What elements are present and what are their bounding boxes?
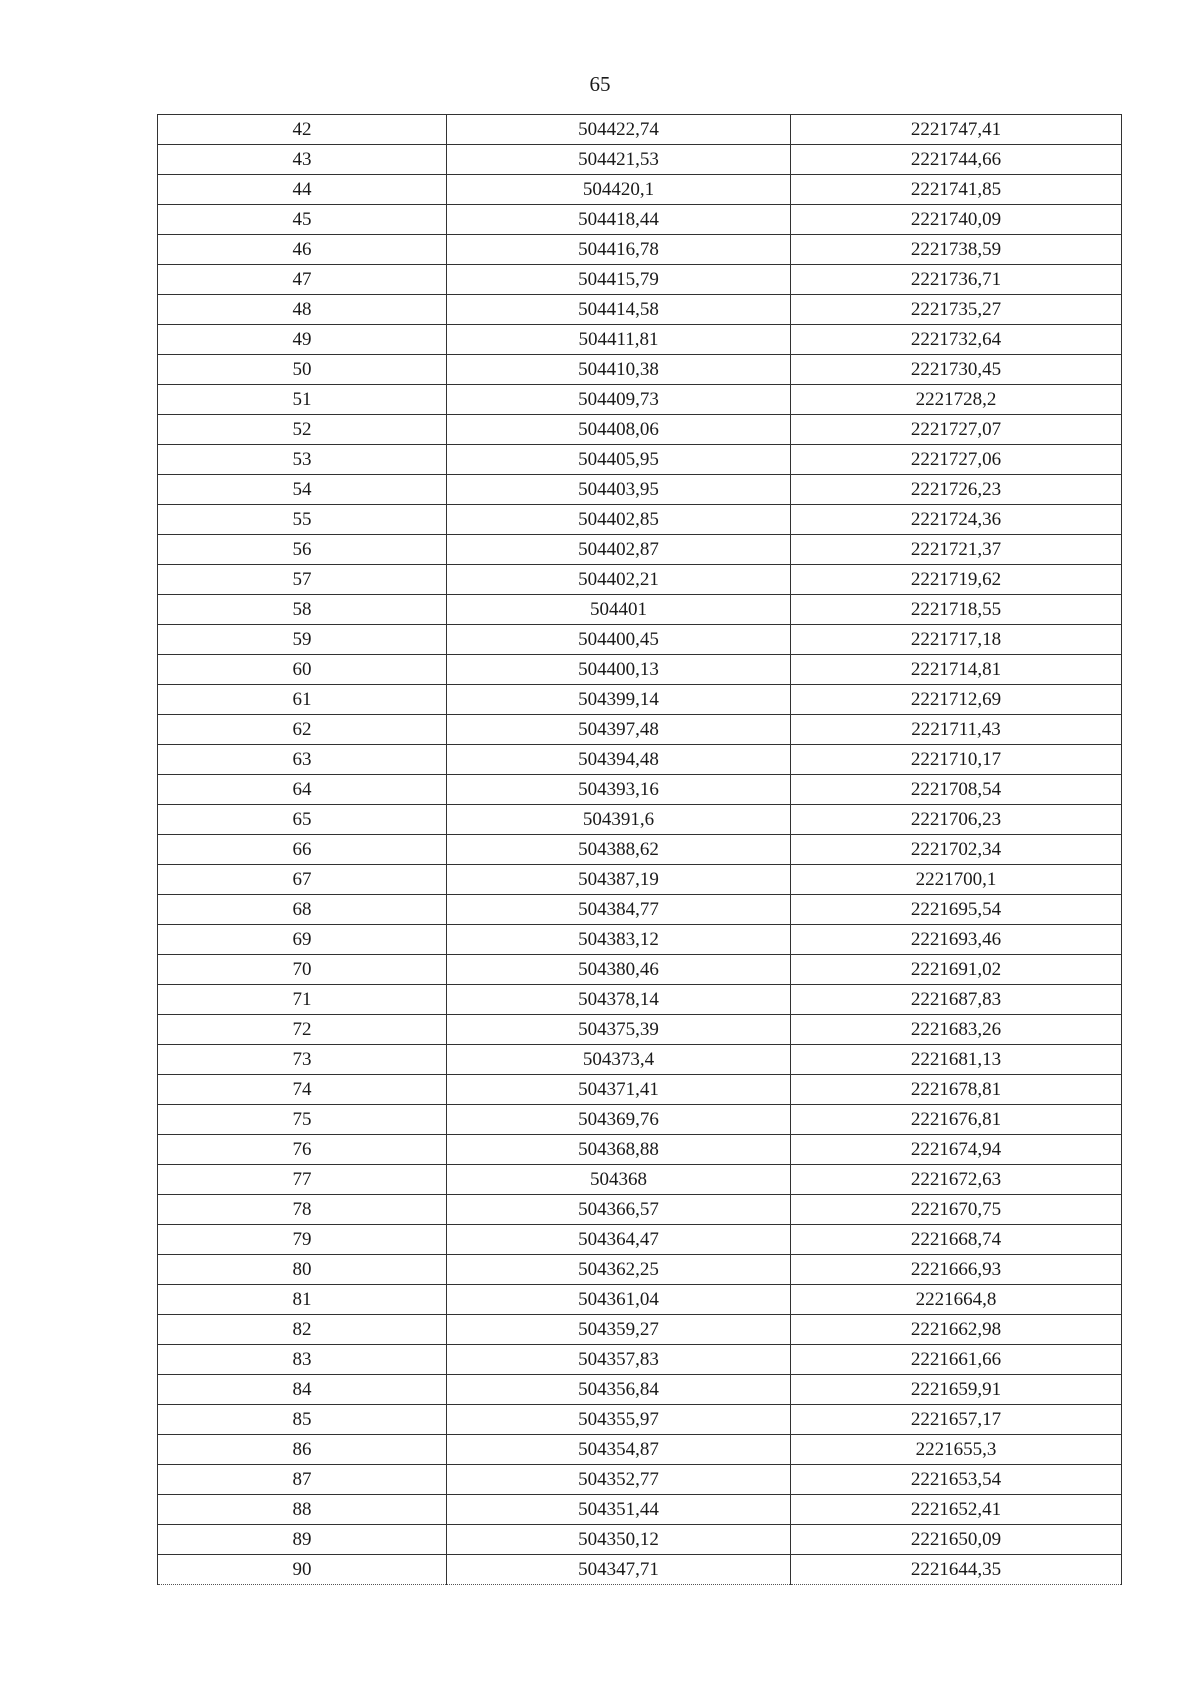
point-number-cell: 47 [158, 265, 447, 295]
y-coordinate-cell: 2221735,27 [791, 295, 1122, 325]
x-coordinate-cell: 504354,87 [447, 1435, 791, 1465]
y-coordinate-cell: 2221644,35 [791, 1555, 1122, 1585]
coordinates-table-body [158, 115, 1122, 1585]
point-number-cell: 87 [158, 1465, 447, 1495]
table-row [158, 1435, 1122, 1465]
point-number-cell: 89 [158, 1525, 447, 1555]
table-row [158, 865, 1122, 895]
point-number-cell: 51 [158, 385, 447, 415]
page-number: 65 [589, 72, 611, 96]
table-row [158, 895, 1122, 925]
point-number-cell: 81 [158, 1285, 447, 1315]
x-coordinate-cell: 504393,16 [447, 775, 791, 805]
y-coordinate-cell: 2221659,91 [791, 1375, 1122, 1405]
table-row [158, 175, 1122, 205]
point-number-cell: 65 [158, 805, 447, 835]
y-coordinate-cell: 2221730,45 [791, 355, 1122, 385]
table-row [158, 115, 1122, 145]
x-coordinate-cell: 504403,95 [447, 475, 791, 505]
table-row [158, 1345, 1122, 1375]
table-row [158, 325, 1122, 355]
y-coordinate-cell: 2221721,37 [791, 535, 1122, 565]
table-row [158, 805, 1122, 835]
coordinates-table [157, 114, 1122, 1585]
point-number-cell: 54 [158, 475, 447, 505]
point-number-cell: 58 [158, 595, 447, 625]
y-coordinate-cell: 2221727,07 [791, 415, 1122, 445]
point-number-cell: 76 [158, 1135, 447, 1165]
table-row [158, 595, 1122, 625]
y-coordinate-cell: 2221693,46 [791, 925, 1122, 955]
x-coordinate-cell: 504402,87 [447, 535, 791, 565]
y-coordinate-cell: 2221652,41 [791, 1495, 1122, 1525]
y-coordinate-cell: 2221747,41 [791, 115, 1122, 145]
table-row [158, 1015, 1122, 1045]
point-number-cell: 63 [158, 745, 447, 775]
point-number-cell: 53 [158, 445, 447, 475]
x-coordinate-cell: 504362,25 [447, 1255, 791, 1285]
table-row [158, 1255, 1122, 1285]
point-number-cell: 42 [158, 115, 447, 145]
table-row [158, 145, 1122, 175]
y-coordinate-cell: 2221744,66 [791, 145, 1122, 175]
table-row [158, 1525, 1122, 1555]
x-coordinate-cell: 504368,88 [447, 1135, 791, 1165]
table-row [158, 1405, 1122, 1435]
x-coordinate-cell: 504351,44 [447, 1495, 791, 1525]
x-coordinate-cell: 504378,14 [447, 985, 791, 1015]
x-coordinate-cell: 504387,19 [447, 865, 791, 895]
table-row [158, 415, 1122, 445]
x-coordinate-cell: 504361,04 [447, 1285, 791, 1315]
table-row [158, 835, 1122, 865]
table-row [158, 475, 1122, 505]
y-coordinate-cell: 2221672,63 [791, 1165, 1122, 1195]
x-coordinate-cell: 504380,46 [447, 955, 791, 985]
y-coordinate-cell: 2221681,13 [791, 1045, 1122, 1075]
x-coordinate-cell: 504384,77 [447, 895, 791, 925]
y-coordinate-cell: 2221724,36 [791, 505, 1122, 535]
y-coordinate-cell: 2221662,98 [791, 1315, 1122, 1345]
y-coordinate-cell: 2221695,54 [791, 895, 1122, 925]
x-coordinate-cell: 504409,73 [447, 385, 791, 415]
table-row [158, 1075, 1122, 1105]
x-coordinate-cell: 504391,6 [447, 805, 791, 835]
x-coordinate-cell: 504405,95 [447, 445, 791, 475]
point-number-cell: 77 [158, 1165, 447, 1195]
y-coordinate-cell: 2221657,17 [791, 1405, 1122, 1435]
table-row [158, 355, 1122, 385]
x-coordinate-cell: 504373,4 [447, 1045, 791, 1075]
table-row [158, 1285, 1122, 1315]
y-coordinate-cell: 2221653,54 [791, 1465, 1122, 1495]
point-number-cell: 82 [158, 1315, 447, 1345]
table-row [158, 655, 1122, 685]
point-number-cell: 74 [158, 1075, 447, 1105]
point-number-cell: 84 [158, 1375, 447, 1405]
x-coordinate-cell: 504383,12 [447, 925, 791, 955]
y-coordinate-cell: 2221736,71 [791, 265, 1122, 295]
point-number-cell: 85 [158, 1405, 447, 1435]
table-row [158, 205, 1122, 235]
table-row [158, 685, 1122, 715]
table-row [158, 235, 1122, 265]
x-coordinate-cell: 504369,76 [447, 1105, 791, 1135]
y-coordinate-cell: 2221740,09 [791, 205, 1122, 235]
x-coordinate-cell: 504350,12 [447, 1525, 791, 1555]
point-number-cell: 69 [158, 925, 447, 955]
y-coordinate-cell: 2221708,54 [791, 775, 1122, 805]
y-coordinate-cell: 2221666,93 [791, 1255, 1122, 1285]
y-coordinate-cell: 2221712,69 [791, 685, 1122, 715]
x-coordinate-cell: 504420,1 [447, 175, 791, 205]
table-row [158, 1195, 1122, 1225]
x-coordinate-cell: 504371,41 [447, 1075, 791, 1105]
table-row [158, 745, 1122, 775]
x-coordinate-cell: 504357,83 [447, 1345, 791, 1375]
table-row [158, 1465, 1122, 1495]
table-row [158, 985, 1122, 1015]
table-row [158, 1555, 1122, 1585]
point-number-cell: 48 [158, 295, 447, 325]
y-coordinate-cell: 2221700,1 [791, 865, 1122, 895]
y-coordinate-cell: 2221726,23 [791, 475, 1122, 505]
x-coordinate-cell: 504422,74 [447, 115, 791, 145]
x-coordinate-cell: 504402,21 [447, 565, 791, 595]
point-number-cell: 56 [158, 535, 447, 565]
x-coordinate-cell: 504414,58 [447, 295, 791, 325]
point-number-cell: 90 [158, 1555, 447, 1585]
table-row [158, 265, 1122, 295]
table-row [158, 445, 1122, 475]
y-coordinate-cell: 2221706,23 [791, 805, 1122, 835]
x-coordinate-cell: 504401 [447, 595, 791, 625]
y-coordinate-cell: 2221702,34 [791, 835, 1122, 865]
table-row [158, 775, 1122, 805]
point-number-cell: 72 [158, 1015, 447, 1045]
table-row [158, 385, 1122, 415]
y-coordinate-cell: 2221719,62 [791, 565, 1122, 595]
point-number-cell: 44 [158, 175, 447, 205]
y-coordinate-cell: 2221728,2 [791, 385, 1122, 415]
point-number-cell: 66 [158, 835, 447, 865]
y-coordinate-cell: 2221655,3 [791, 1435, 1122, 1465]
point-number-cell: 86 [158, 1435, 447, 1465]
x-coordinate-cell: 504418,44 [447, 205, 791, 235]
y-coordinate-cell: 2221674,94 [791, 1135, 1122, 1165]
point-number-cell: 88 [158, 1495, 447, 1525]
x-coordinate-cell: 504408,06 [447, 415, 791, 445]
point-number-cell: 73 [158, 1045, 447, 1075]
table-row [158, 535, 1122, 565]
point-number-cell: 45 [158, 205, 447, 235]
x-coordinate-cell: 504402,85 [447, 505, 791, 535]
table-row [158, 1225, 1122, 1255]
table-row [158, 1045, 1122, 1075]
x-coordinate-cell: 504375,39 [447, 1015, 791, 1045]
x-coordinate-cell: 504410,38 [447, 355, 791, 385]
x-coordinate-cell: 504400,13 [447, 655, 791, 685]
y-coordinate-cell: 2221683,26 [791, 1015, 1122, 1045]
x-coordinate-cell: 504415,79 [447, 265, 791, 295]
table-row [158, 1375, 1122, 1405]
table-row [158, 1165, 1122, 1195]
point-number-cell: 43 [158, 145, 447, 175]
x-coordinate-cell: 504352,77 [447, 1465, 791, 1495]
table-row [158, 1495, 1122, 1525]
x-coordinate-cell: 504366,57 [447, 1195, 791, 1225]
point-number-cell: 80 [158, 1255, 447, 1285]
point-number-cell: 67 [158, 865, 447, 895]
y-coordinate-cell: 2221664,8 [791, 1285, 1122, 1315]
table-row [158, 925, 1122, 955]
x-coordinate-cell: 504411,81 [447, 325, 791, 355]
x-coordinate-cell: 504368 [447, 1165, 791, 1195]
x-coordinate-cell: 504388,62 [447, 835, 791, 865]
table-row [158, 955, 1122, 985]
x-coordinate-cell: 504400,45 [447, 625, 791, 655]
point-number-cell: 75 [158, 1105, 447, 1135]
y-coordinate-cell: 2221650,09 [791, 1525, 1122, 1555]
point-number-cell: 83 [158, 1345, 447, 1375]
y-coordinate-cell: 2221718,55 [791, 595, 1122, 625]
point-number-cell: 50 [158, 355, 447, 385]
point-number-cell: 55 [158, 505, 447, 535]
y-coordinate-cell: 2221687,83 [791, 985, 1122, 1015]
y-coordinate-cell: 2221714,81 [791, 655, 1122, 685]
y-coordinate-cell: 2221661,66 [791, 1345, 1122, 1375]
table-row [158, 1105, 1122, 1135]
point-number-cell: 68 [158, 895, 447, 925]
y-coordinate-cell: 2221741,85 [791, 175, 1122, 205]
table-row [158, 565, 1122, 595]
y-coordinate-cell: 2221668,74 [791, 1225, 1122, 1255]
y-coordinate-cell: 2221732,64 [791, 325, 1122, 355]
table-row [158, 1315, 1122, 1345]
x-coordinate-cell: 504416,78 [447, 235, 791, 265]
point-number-cell: 59 [158, 625, 447, 655]
x-coordinate-cell: 504359,27 [447, 1315, 791, 1345]
x-coordinate-cell: 504355,97 [447, 1405, 791, 1435]
point-number-cell: 60 [158, 655, 447, 685]
point-number-cell: 49 [158, 325, 447, 355]
y-coordinate-cell: 2221710,17 [791, 745, 1122, 775]
y-coordinate-cell: 2221676,81 [791, 1105, 1122, 1135]
y-coordinate-cell: 2221727,06 [791, 445, 1122, 475]
table-row [158, 1135, 1122, 1165]
point-number-cell: 78 [158, 1195, 447, 1225]
y-coordinate-cell: 2221670,75 [791, 1195, 1122, 1225]
table-row [158, 505, 1122, 535]
point-number-cell: 70 [158, 955, 447, 985]
x-coordinate-cell: 504421,53 [447, 145, 791, 175]
point-number-cell: 62 [158, 715, 447, 745]
y-coordinate-cell: 2221691,02 [791, 955, 1122, 985]
x-coordinate-cell: 504347,71 [447, 1555, 791, 1585]
point-number-cell: 46 [158, 235, 447, 265]
x-coordinate-cell: 504397,48 [447, 715, 791, 745]
point-number-cell: 52 [158, 415, 447, 445]
point-number-cell: 71 [158, 985, 447, 1015]
y-coordinate-cell: 2221738,59 [791, 235, 1122, 265]
table-row [158, 715, 1122, 745]
y-coordinate-cell: 2221678,81 [791, 1075, 1122, 1105]
table-row [158, 295, 1122, 325]
table-row [158, 625, 1122, 655]
x-coordinate-cell: 504356,84 [447, 1375, 791, 1405]
point-number-cell: 57 [158, 565, 447, 595]
point-number-cell: 64 [158, 775, 447, 805]
x-coordinate-cell: 504394,48 [447, 745, 791, 775]
point-number-cell: 79 [158, 1225, 447, 1255]
y-coordinate-cell: 2221717,18 [791, 625, 1122, 655]
point-number-cell: 61 [158, 685, 447, 715]
y-coordinate-cell: 2221711,43 [791, 715, 1122, 745]
x-coordinate-cell: 504364,47 [447, 1225, 791, 1255]
x-coordinate-cell: 504399,14 [447, 685, 791, 715]
